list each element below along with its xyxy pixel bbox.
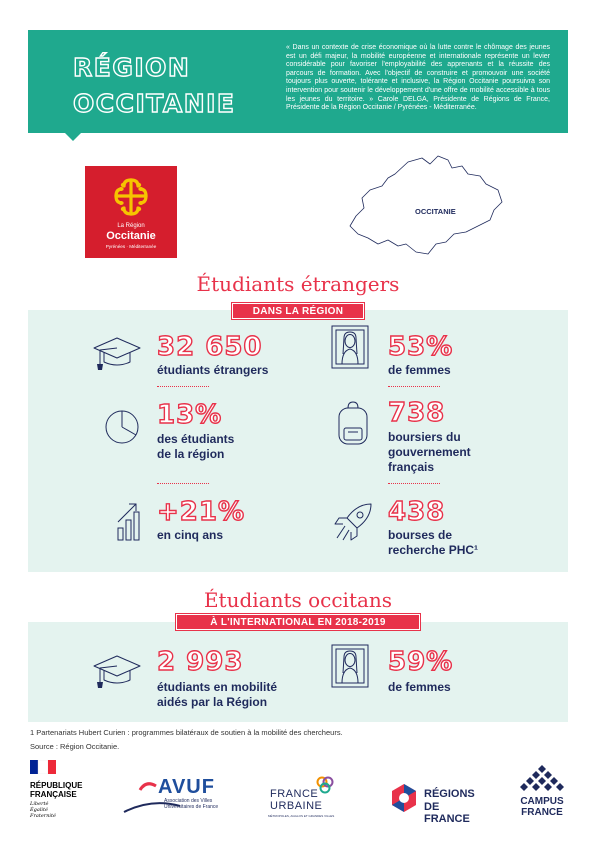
pie-chart-icon (103, 408, 141, 446)
map-label: OCCITANIE (415, 207, 456, 216)
campus-diamond-icon (520, 765, 564, 795)
stat-share-label-line1: des étudiants (157, 432, 235, 446)
campus-line2: FRANCE (521, 807, 563, 818)
stat-growth-label: en cinq ans (157, 528, 224, 542)
stat-scholars-value: 738 (388, 398, 446, 428)
stat-phc-value: 438 (388, 497, 446, 527)
logo-line2: Occitanie (106, 230, 156, 242)
fu-line2: URBAINE (270, 800, 323, 812)
section2-title: Étudiants occitans (203, 588, 393, 612)
section1-title: Étudiants étrangers (196, 272, 400, 296)
fu-sub: MÉTROPOLES, AGGLOS ET GRANDES VILLES (268, 814, 335, 818)
region-title (73, 50, 273, 122)
fu-line1: FRANCE (270, 788, 319, 800)
footnote-source: Source : Région Occitanie. (30, 742, 120, 751)
title-line2: OCCITANIE (73, 89, 236, 118)
stat-mobility-label-line1: étudiants en mobilité (157, 680, 278, 694)
logo-line1: La Région (117, 223, 145, 229)
mona-lisa-icon (330, 324, 370, 370)
footnote-phc: 1 Partenariats Hubert Curien : programmes bilatéraux de soutien à la mobilité des chercheurs. (30, 728, 343, 737)
avuf-sub2: Universitaires de France (164, 804, 219, 810)
stat-share-label-line2: de la région (157, 447, 225, 461)
occitan-cross-icon (112, 174, 150, 220)
header-band (28, 30, 568, 133)
divider (157, 386, 209, 387)
stat-occitan-women-value: 59% (388, 647, 454, 677)
graduation-cap-icon (92, 652, 142, 692)
regions-line1: RÉGIONS (424, 788, 475, 800)
stat-growth-value: +21% (157, 497, 246, 527)
regions-de-france-logo (388, 780, 488, 825)
growth-arrow-icon (116, 500, 142, 542)
campus-line1: CAMPUS (520, 796, 564, 807)
rf-line1: RÉPUBLIQUE (30, 781, 83, 790)
stat-phc-label (388, 528, 478, 558)
occitanie-map (340, 150, 510, 262)
stat-women-value: 53% (388, 332, 454, 362)
divider (388, 483, 440, 484)
divider (157, 483, 209, 484)
stat-phc-label-line2: recherche PHC¹ (388, 543, 479, 557)
avuf-name: AVUF (158, 776, 215, 798)
president-quote: « Dans un contexte de crise économique où la lutte contre le chômage des jeunes est un défi majeur, la mobilité européenne et internationale représente un levier considérable pour favoriser l'employabilité des apprenants et la réussite des parcours de formation. Avec l'objectif de construire et promouvoir une société toujours plus ouverte, tolérante et inclusive, la Région Occitanie poursuivra son intervention pour soutenir le développement d'une offre de mobilité accessible à tous les jeunes du territoire. » Carole DELGA, Présidente de Régions de France, Présidente de la Région Occitanie / Pyrénées - Méditerranée. (286, 44, 550, 112)
section1-ribbon: DANS LA RÉGION (232, 303, 364, 319)
avuf-sub1: Association des Villes (164, 798, 213, 804)
region-logo (85, 166, 177, 258)
stat-phc-label-line1: bourses de (388, 528, 453, 542)
stat-mobility-label (157, 680, 277, 710)
section2-ribbon: À L'INTERNATIONAL EN 2018-2019 (176, 614, 420, 630)
campus-france-logo (514, 765, 570, 821)
france-urbaine-knot-icon (316, 776, 334, 794)
republique-francaise-logo (30, 760, 100, 819)
divider (388, 386, 440, 387)
regions-line2: DE FRANCE (424, 801, 470, 825)
title-line1: RÉGION (73, 53, 191, 82)
stat-mobility-label-line2: aidés par la Région (157, 695, 268, 709)
stat-foreign-students-value: 32 650 (157, 332, 263, 362)
avuf-logo (122, 776, 232, 816)
rf-motto1: Liberté (30, 801, 49, 807)
rf-motto2: Égalité (30, 807, 48, 813)
rocket-icon (331, 500, 375, 544)
stat-share-value: 13% (157, 400, 223, 430)
graduation-cap-icon (92, 334, 142, 374)
stat-scholars-label-line2: gouvernement (388, 445, 471, 459)
stat-women-label: de femmes (388, 363, 451, 377)
logo-line3: Pyrénées · Méditerranée (105, 244, 157, 249)
rf-line2: FRANÇAISE (30, 790, 77, 799)
rf-motto3: Fraternité (30, 813, 56, 819)
marianne-icon (30, 760, 56, 774)
mona-lisa-icon (330, 643, 370, 689)
stat-occitan-women-label: de femmes (388, 680, 451, 694)
header-notch (64, 132, 82, 141)
stat-scholars-label-line3: français (388, 460, 435, 474)
regions-hexagon-icon (388, 782, 420, 814)
stat-foreign-students-label: étudiants étrangers (157, 363, 269, 377)
stat-scholars-label (388, 430, 471, 475)
stat-mobility-value: 2 993 (157, 647, 244, 677)
backpack-icon (335, 400, 371, 448)
stat-share-label (157, 432, 234, 462)
stat-scholars-label-line1: boursiers du (388, 430, 461, 444)
